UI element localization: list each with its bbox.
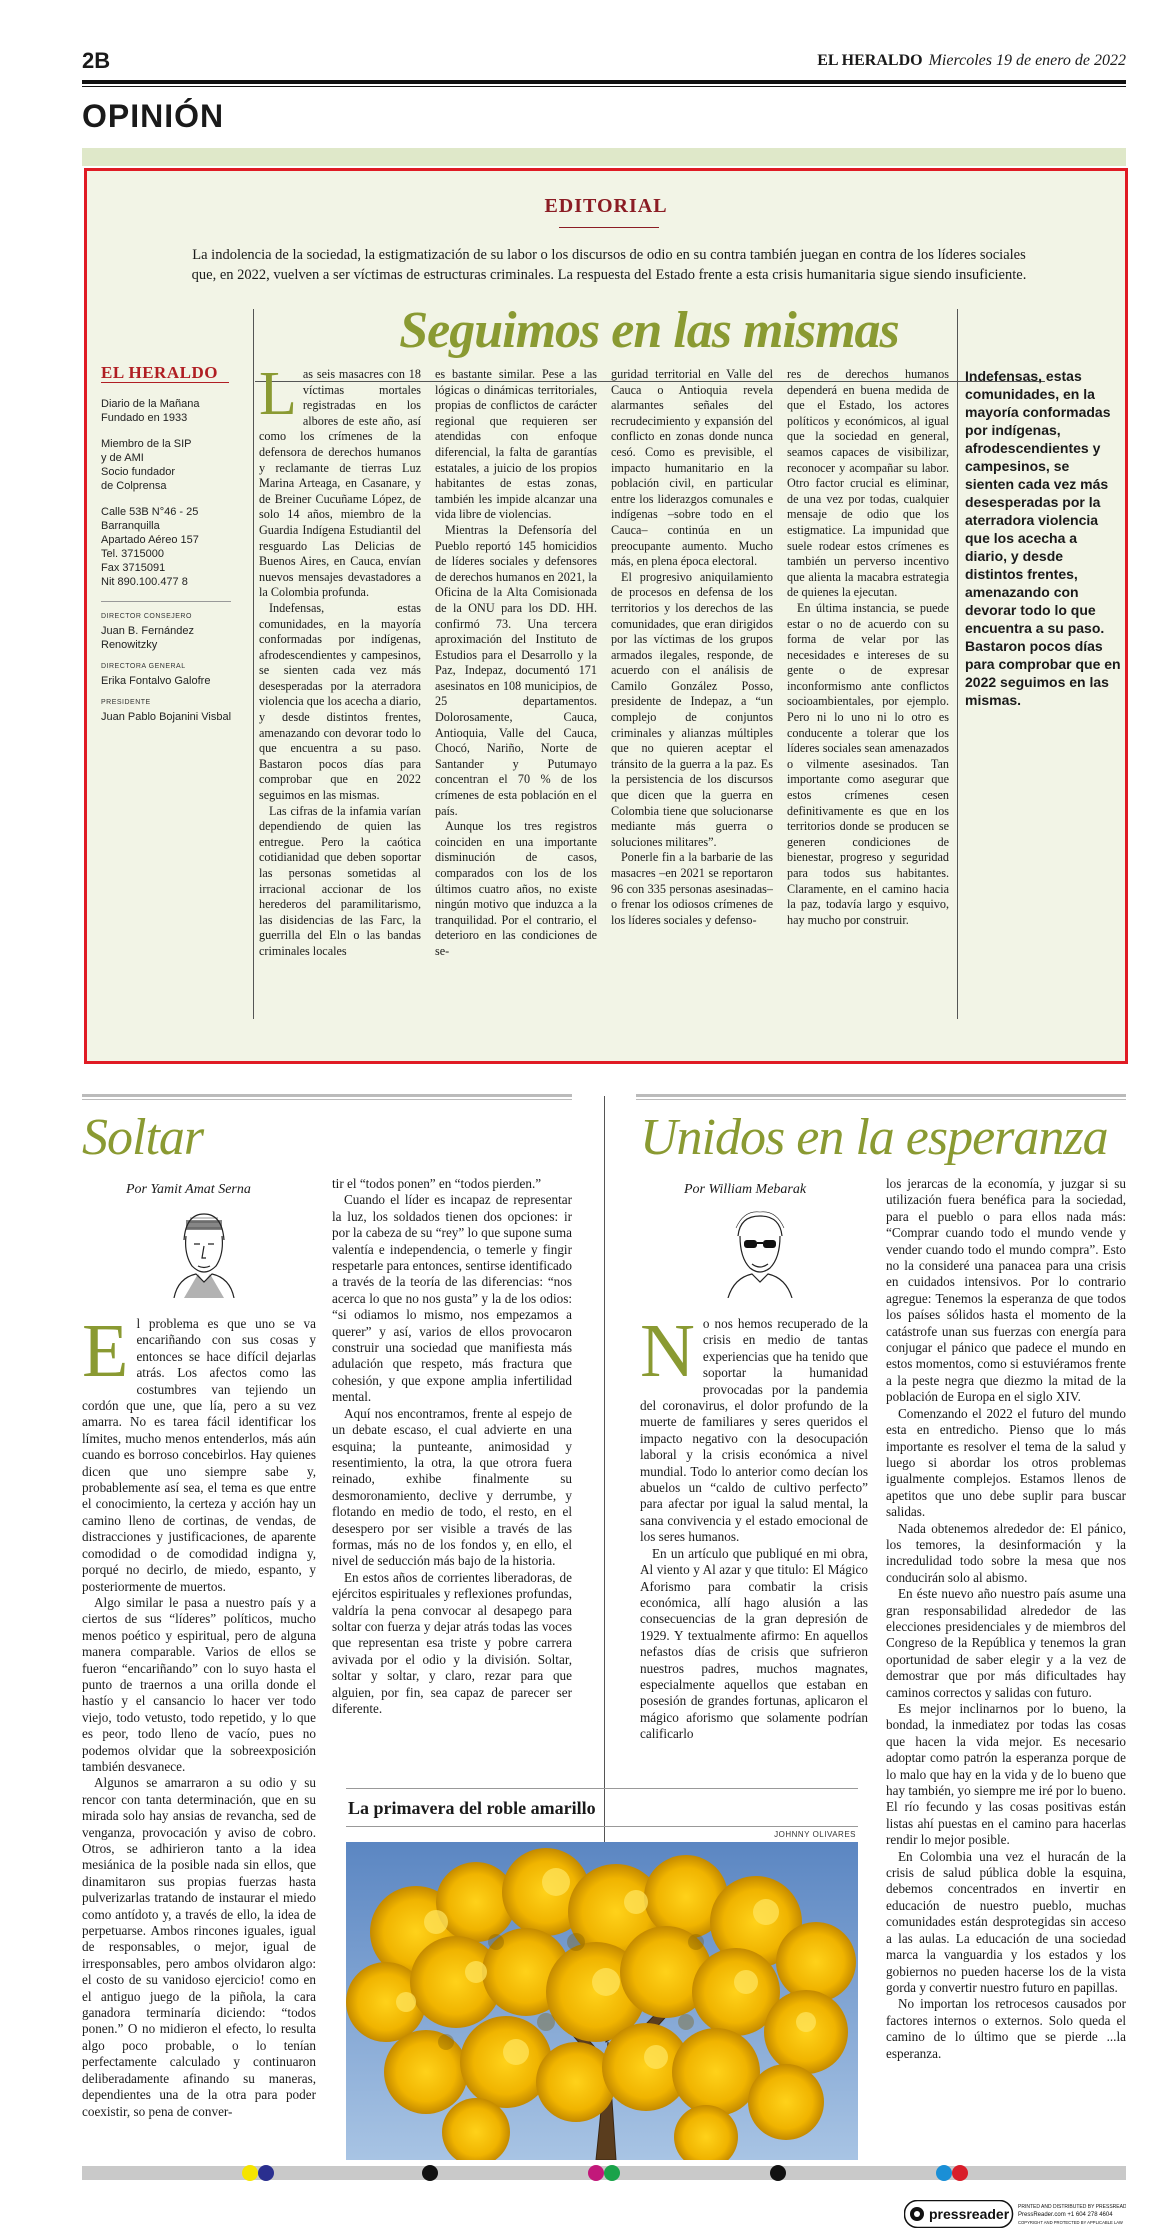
meta-line: Calle 53B N°46 - 25 xyxy=(101,506,199,518)
paragraph: Es mejor inclinarnos por lo bueno, la bondad, la inmediatez por todas las cosas que hacen la vida mejor. Es necesario adoptar como patrón la esperanza porque de lo malo que hay en la vida y de lo bueno que hay también, yo siempre me iré por lo bueno. El río fecundo y las cosas positivas están listas ahí puestas en el camino para hacerlas rendir lo mejor posible. xyxy=(886,1701,1126,1848)
paragraph: En última instancia, se puede estar o no de acuerdo con su forma de velar por las necesidades e intereses de su gente o de expresar inconformismo ante conflictos socioambientales, por ejemplo. Pero ni lo uno ni lo otro es conducente a tolerar que los líderes sociales sean amenazados o vilmente asesinados. Tan importante como asegurar que estos crímenes cesen definitivamente es que en los territorios donde se producen se generen condiciones de bienestar, progreso y seguridad para todos sus habitantes. Claramente, en el camino hacia la paz, todavía largo y esquivo, hay mucho por construir. xyxy=(787,600,949,927)
editorial-headline: Seguimos en las mismas xyxy=(399,302,899,359)
registration-mark xyxy=(952,2165,968,2181)
meta-line: Miembro de la SIP xyxy=(101,438,192,450)
meta-line: Nit 890.100.477 8 xyxy=(101,576,188,588)
soltar-column-2 xyxy=(332,1176,572,1776)
editorial-column-3 xyxy=(611,367,773,1017)
founding-info xyxy=(101,397,241,425)
paragraph: Comenzando el 2022 el futuro del mundo esta en entredicho. Pienso que lo más importante es resolver el tema de la salud y luego si abordar los otros problemas igualmente complejos. Estamos llenos de apetitos que uno debe suplir para buscar salidas. xyxy=(886,1405,1126,1520)
meta-line: y de AMI xyxy=(101,452,144,464)
article-top-rule xyxy=(636,1094,1126,1097)
editorial-label-rule xyxy=(559,227,659,228)
paragraph: Ponerle fin a la barbarie de las masacres –en 2021 se reportaron 96 con 335 personas asesinadas– o frenar los odiosos crímenes de los líderes sociales y defenso- xyxy=(611,850,773,927)
paragraph: En estos años de corrientes liberadoras, de ejércitos espirituales y reflexiones profundas, valdría la pena convocar al desapego para soltar con fuerza y dejar atrás todas las voces que representan esa triste y pobre carrera avivada por el odio y la división. Soltar, soltar y soltar, y claro, rezar para que alguien, por fin, sea capaz de parecer ser diferente. xyxy=(332,1569,572,1716)
paragraph: los jerarcas de la economía, y juzgar si su utilización fuera benéfica para la sociedad, para el pueblo o para ellos nada más: “Comprar cuando todo el mundo vende y vender cuando todo el mundo compra”. Esto no la consideré una panacea para una crisis en cuidados intensivos. Por lo contrario agregue: Tenemos la esperanza de que todos los países sólidos hasta el momento de la catástrofe unan sus fuerzas con energía para conjugar el pánico que padece el mundo en estos momentos, como si estuviéramos frente a la peste negra que diezmo la mitad de la población de Europa en el siglo XIV. xyxy=(886,1176,1126,1405)
contact-info xyxy=(101,505,241,589)
section-band xyxy=(82,148,1126,166)
unidos-column-2 xyxy=(886,1176,1126,2160)
article-top-rule-thin xyxy=(82,1099,572,1100)
article-top-rule-thin xyxy=(636,1099,1126,1100)
staff-role: DIRECTORA GENERAL xyxy=(101,663,186,670)
article-title-soltar: Soltar xyxy=(82,1109,204,1166)
paragraph-text: o nos hemos recuperado de la crisis en medio de tantas experiencias que ha tenido que soportar la humanidad provocadas por la pandemia del coronavirus, el dolor profundo de la muerte de familiares y seres queridos el impacto negativo con la desocupación laboral y la crisis económica a nivel mundial. Todo lo anterior como decían los abuelos un “caldo de cultivo perfecto” para afectar por igual la salud mental, la sana convivencia y el estado emocional de los seres humanos. xyxy=(640,1316,868,1545)
header-rule-thin xyxy=(82,86,1126,87)
paragraph: El progresivo aniquilamiento de procesos en defensa de los territorios y los derechos de las comunidades, que eran dirigidos por las víctimas de los grupos armados ilegales, responde, de acuerdo con el análisis de Camilo González Posso, presidente de Indepaz, a “un complejo de conjuntos criminales y alianzas múltiples que no quieren aceptar el tránsito de la guerra a la paz. Es la persistencia de los discursos que dicen que la guerra en Colombia tiene que solucionarse mediante más guerra o soluciones militares”. xyxy=(611,569,773,849)
paragraph: Aunque los tres registros coinciden en una importante disminución de casos, comparados con los de los últimos cuatro años, no existe ningún motivo que induzca a la tranquilidad. Por el contrario, el deterioro en las condiciones de se- xyxy=(435,819,597,958)
membership-info xyxy=(101,437,241,493)
press-line: PressReader.com +1 604 278 4604 xyxy=(1018,2212,1113,2218)
newspaper-name: EL HERALDO xyxy=(817,52,923,69)
header-rule xyxy=(82,80,1126,84)
section-title: OPINIÓN xyxy=(82,98,225,134)
photo-block xyxy=(346,1788,858,2160)
paragraph xyxy=(259,367,421,601)
drop-cap: L xyxy=(259,367,297,428)
editorial-box xyxy=(84,168,1128,1064)
photo-title-rule xyxy=(346,1788,858,1789)
paragraph: es bastante similar. Pese a las lógicas o dinámicas territoriales, propias de conflictos de carácter regional que requieren ser atendidas con enfoque diferencial, la falta de garantías estatales, a juicio de los propios habitantes de estas zonas, también les impide alcanzar una vida libre de violencias. xyxy=(435,367,597,522)
editorial-summary: La indolencia de la sociedad, la estigmatización de su labor o los discursos de odio en su contra también juegan en contra de los líderes sociales que, en 2022, vuelven a ser víctimas de estructuras criminales. La respuesta del Estado frente a esta crisis humanitaria sigue siendo insuficiente. xyxy=(191,247,1027,283)
yellow-tree-photo xyxy=(346,1842,858,2160)
paragraph: Nada obtenemos alrededor de: El pánico, los temores, la desinformación y la incredulidad todo sobre la mesa que nos conducirán solo al abismo. xyxy=(886,1520,1126,1585)
paragraph-text: l problema es que uno se va encariñando con sus cosas y entonces se hace difícil dejarlas atrás. Los afectos como las costumbres van tejiendo un cordón que une, que lía, pero a su vez amarra. No es tarea fácil identificar los límites, mucho menos entenderlos, más aún cuando es borroso concebirlos. Hay quienes dicen que uno siempre sabe y, probablemente así sea, el tema es que entre el conocimiento, la certeza y acción hay un camino lleno de cortinas, de vendas, de distracciones y justificaciones, de aparente comodidad o de comodidad indigna y, porqué no decirlo, de miedo, espanto, y posteriormente de muertos. xyxy=(82,1316,316,1594)
editorial-label: EDITORIAL xyxy=(544,195,668,217)
meta-line: de Colprensa xyxy=(101,480,167,492)
pressreader-logo-icon xyxy=(904,2200,1126,2228)
press-line: PRINTED AND DISTRIBUTED BY PRESSREADER xyxy=(1018,2204,1126,2210)
meta-line: Diario de la Mañana xyxy=(101,398,200,410)
paragraph xyxy=(82,1316,316,1595)
editorial-column-2 xyxy=(435,367,597,1017)
column-divider xyxy=(957,309,958,1019)
registration-mark xyxy=(422,2165,438,2181)
meta-line: Fax 3715091 xyxy=(101,562,166,574)
page-number: 2B xyxy=(82,48,111,73)
paragraph-text: as seis masacres con 18 víctimas mortales registradas en los albores de este año, así como los crímenes de la defensora de derechos humanos y reclamante de tierras Luz Marina Arteaga, en Casanare, y de Breiner Cucuñame López, de solo 14 años, miembro de la Guardia Indígena Estudiantil del resguardo Las Delicias de Buenos Aires, en Cauca, envían nuevos mensajes devastadores a la Colombia profunda. xyxy=(259,367,421,600)
drop-cap: E xyxy=(82,1316,129,1393)
paragraph: Cuando el líder es incapaz de representar la luz, los soldados tienen dos opciones: ir por la cabeza de su “rey” lo que supone suma valentía e independencia, o temerle y fingir respetarle para entonces, sentirse identificado a través de la teoría de las diferencias: “nos acerca lo que no nos gusta” y la de los odios: “si odiamos lo mismo, nos empezamos a querer” y así, varios de ellos provocaron construir una sociedad que manifiesta más adulación que respeto, más fractura que cohesión, y que expone amplia infertilidad mental. xyxy=(332,1192,572,1405)
meta-line: Barranquilla xyxy=(101,520,160,532)
editorial-column-1 xyxy=(259,367,421,1017)
paragraph xyxy=(640,1316,868,1546)
registration-mark xyxy=(242,2165,258,2181)
article-top-rule xyxy=(82,1094,572,1097)
press-line: COPYRIGHT AND PROTECTED BY APPLICABLE LAW xyxy=(1018,2220,1123,2225)
staff-list xyxy=(101,610,241,724)
page-header xyxy=(82,48,1126,78)
photo-title-rule xyxy=(346,1826,858,1827)
paragraph: En un artículo que publiqué en mi obra, Al viento y Al azar y que titulo: El Mágico Aforismo para combatir la crisis económica, allí hago alusión a las consecuencias de la gran depresión de 1929. Y textualmente afirmo: En aquellos nefastos días de crisis que sufrieron nuestros padres, muchos magnates, especialmente aquellos que estaban en posesión de grandes fortunas, aplicaron el mágico aforismo que solamente podrían calificarlo xyxy=(640,1545,868,1742)
paragraph: Indefensas, estas comunidades, en la mayoría conformadas por indígenas, afrodescendientes y campesinos, se sienten cada vez más desesperadas por la aterradora violencia que los acecha a diario, y desde distintos frentes, amenazando con devorar todo lo que encuentra a su paso. Bastaron pocos días para comprobar que en 2022 seguimos en las mismas. xyxy=(259,600,421,803)
article-title-unidos: Unidos en la esperanza xyxy=(640,1109,1108,1166)
photo-title: La primavera del roble amarillo xyxy=(348,1798,596,1818)
paragraph: tir el “todos ponen” en “todos pierden.” xyxy=(332,1176,542,1191)
issue-date: Miercoles 19 de enero de 2022 xyxy=(928,52,1126,69)
paragraph: Algunos se amarraron a su odio y su rencor con tanta determinación, que en su mirada solo hay ansias de revancha, sed de venganza, provocación y aviso de cobro. Otros, se adhirieron tanto a la idea mesiánica de la posible nada sin ellos, que dinamitaron sus propias fuerzas hasta pulverizarlas tratando de instaurar el miedo como antídoto y, a través de ello, la idea de perpetuarse. Ambos rincones iguales, igual de responsables, o mejor, igual de irresponsables, pero ambos olvidaron algo: el costo de su vanidoso ejercicio! como en el antiguo juego de la piñola, la cara ganadora terminaría diciendo: “todos ponen.” O no midieron el efecto, lo resulta algo poco probable, o lo tenían perfectamente calculado y continuaron deliberadamente afinando su maneras, dependientes una de la otra para poder coexistir, so pena de conver- xyxy=(82,1775,316,2119)
staff-name: Erika Fontalvo Galofre xyxy=(101,675,211,687)
registration-mark xyxy=(258,2165,274,2181)
masthead xyxy=(817,52,1126,70)
photo-credit: JOHNNY OLIVARES xyxy=(774,1830,856,1839)
meta-line: Socio fundador xyxy=(101,466,175,478)
staff-role: PRESIDENTE xyxy=(101,699,151,706)
byline-soltar: Por Yamit Amat Serna xyxy=(126,1182,251,1197)
editorial-column-4 xyxy=(787,367,949,1017)
meta-line: Fundado en 1933 xyxy=(101,412,188,424)
pull-quote: Indefensas, estas comunidades, en la mayoría conformadas por indígenas, afrodescendientes y campesinos, se sienten cada vez más desesperadas por la aterradora violencia que los acecha a diario, y desde distintos frentes, amenazando con devorar todo lo que encuentra a su paso. Bastaron pocos días para comprobar que en 2022 seguimos en las mismas. xyxy=(965,368,1121,708)
author-portrait-icon xyxy=(720,1206,800,1298)
soltar-column-1 xyxy=(82,1316,316,2160)
el-heraldo-logo: EL HERALDO xyxy=(101,366,229,383)
byline-unidos: Por William Mebarak xyxy=(684,1182,807,1197)
masthead-info xyxy=(101,363,241,724)
paragraph: En éste nuevo año nuestro país asume una gran responsabilidad alrededor de las elecciones presidenciales y de miembros del Congreso de la República y tenemos la gran oportunidad de saber elegir y a la vez de demostrar que por más dificultades hay caminos correctos y salidas con futuro. xyxy=(886,1586,1126,1700)
meta-rule xyxy=(101,601,231,602)
author-portrait-icon xyxy=(164,1206,244,1298)
drop-cap: N xyxy=(640,1316,695,1393)
column-divider xyxy=(253,309,254,1019)
registration-mark xyxy=(588,2165,604,2181)
pressreader-wordmark: pressreader xyxy=(929,2206,1010,2222)
paragraph: Mientras la Defensoría del Pueblo reportó 145 homicidios de líderes sociales y defensores de derechos humanos en 2021, la Oficina de la Alta Comisionada de la ONU para los DD. HH. confirmó 73. Una tercera aproximación del Instituto de Estudios para el Desarrollo y la Paz, Indepaz, documentó 171 asesinatos en 108 municipios, de 25 departamentos. Dolorosamente, Cauca, Antioquia, Valle del Cauca, Chocó, Nariño, Norte de Santander y Putumayo concentran el 70 % de los crímenes de esta población en el país. xyxy=(435,522,597,818)
paragraph: res de derechos humanos dependerá en buena medida de que el Estado, los actores políticos y económicos, al igual que la sociedad en general, seamos capaces de visibilizar, reconocer y acompañar su labor. Otro factor crucial es eliminar, de una vez por todas, cualquier mensaje de odio que los estigmatice. La impunidad que suele rodear estos crímenes es también un perverso incentivo que alienta la macabra estrategia de quienes la ejecutan. xyxy=(787,367,949,600)
meta-line: Apartado Aéreo 157 xyxy=(101,534,199,546)
paragraph: Las cifras de la infamia varían dependiendo de quien las entregue. Pero la caótica cotidianidad que deben soportar las personas sometidas al irracional accionar de los herederos del paramilitarismo, las disidencias de las Farc, la guerrilla del Eln o las bandas criminales locales xyxy=(259,803,421,958)
paragraph: Algo similar le pasa a nuestro país y a ciertos de sus “líderes” políticos, mucho menos poético y espiritual, pero de alguna manera comparable. Varios de ellos se fueron “encariñando” con lo suyo hasta el punto de traernos a una orilla donde el hastío y el cansancio lo hacer ver todo viejo, todo vetusto, todo repetido, y lo que es peor, todo lleno de vacío, pues no podemos olvidar que la sobreexposición también desvanece. xyxy=(82,1594,316,1774)
unidos-column-1 xyxy=(640,1316,868,1846)
staff-name: Juan Pablo Bojanini Visbal xyxy=(101,711,232,723)
paragraph: Aquí nos encontramos, frente al espejo de un debate escaso, el cual advierte en una esquina; la punteante, animosidad y resentimiento, la otra, la que otrora fuera reinado, exhibe finalmente su desmoronamiento, declive y derrumbe, y flotando en medio de todo, el resto, en el desespero por ser visible a través de las formas, más no de los fondos y, en ello, el nivel de seducción más bajo de la historia. xyxy=(332,1405,572,1569)
staff-role: DIRECTOR CONSEJERO xyxy=(101,613,192,620)
meta-line: Tel. 3715000 xyxy=(101,548,164,560)
pressreader-badge xyxy=(904,2200,1126,2228)
registration-mark xyxy=(936,2165,952,2181)
paragraph: No importan los retrocesos causados por factores internos o externos. Solo queda el camino de lo último que se pierde ...la esperanza. xyxy=(886,1996,1126,2061)
registration-mark xyxy=(604,2165,620,2181)
staff-name: Juan B. Fernández Renowitzky xyxy=(101,625,194,651)
registration-mark xyxy=(770,2165,786,2181)
paragraph: guridad territorial en Valle del Cauca o Antioquia revela alarmantes señales del recrudecimiento y expansión del conflicto en zonas donde nunca cesó. Como es previsible, el impacto humanitario en la población civil, en particular entre los liderazgos comunales e indígenas –sobre todo en el Cauca– continúa en un preocupante aumento. Mucho más, en plena época electoral. xyxy=(611,367,773,569)
paragraph: En Colombia una vez el huracán de la crisis de salud pública doble la esquina, debemos concentrados en invertir en educación de nuestro pueblo, muchas comunidades están desprotegidas sin acceso a las aulas. La educación de una sociedad marca la vanguardia y los estados y los gobiernos no pueden hacerse los de la vista gorda y convertir nuestro futuro en papillas. xyxy=(886,1848,1126,1995)
